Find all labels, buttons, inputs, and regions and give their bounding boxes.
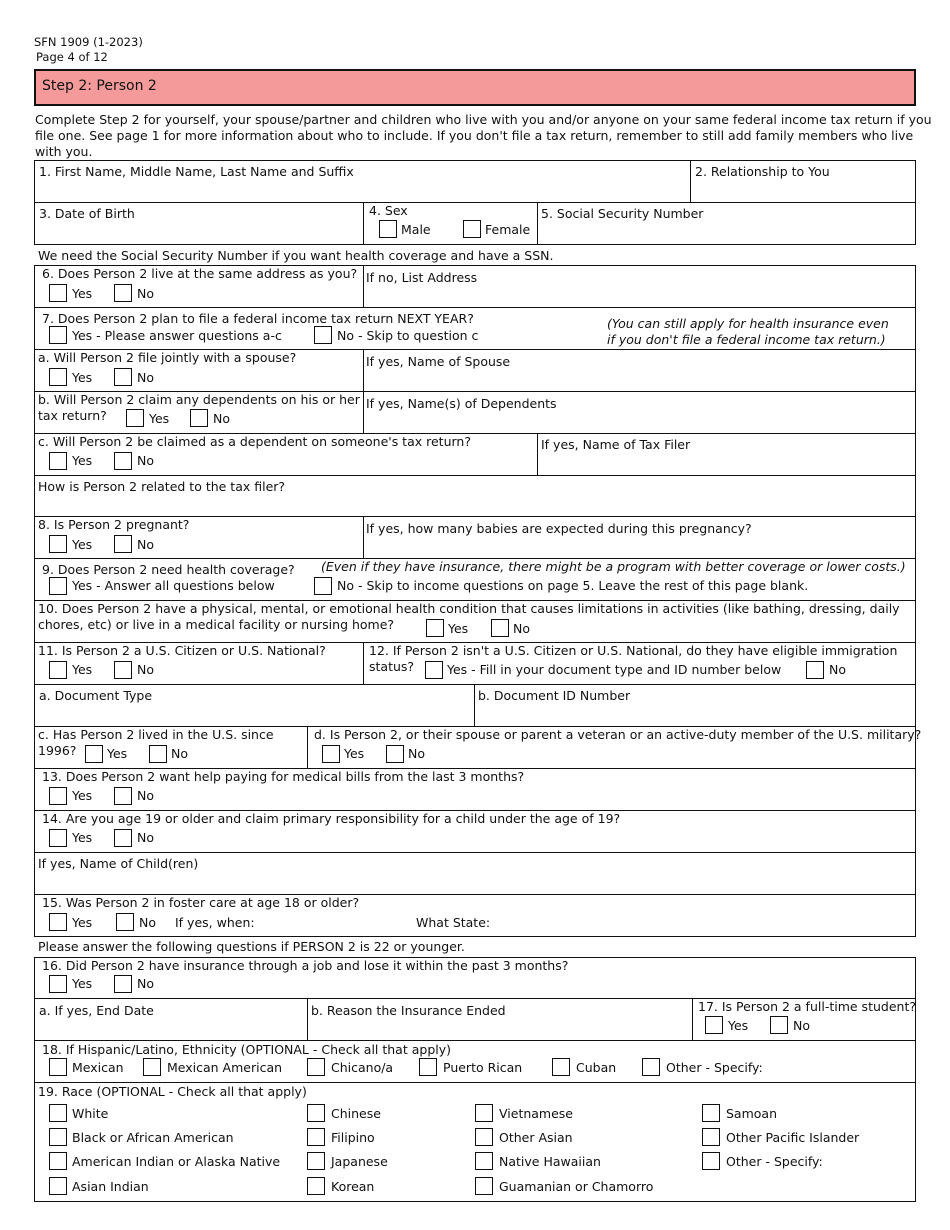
q15-label: 15. Was Person 2 in foster care at age 18 or older? [42,895,360,910]
race-vietnamese-label: Vietnamese [499,1106,573,1121]
race-korean-label: Korean [331,1179,375,1194]
children-name-label[interactable]: If yes, Name of Child(ren) [38,856,199,871]
q7c-no-label: No [137,453,154,468]
q11-no-checkbox[interactable] [114,661,132,679]
q7b-yes-checkbox[interactable] [126,409,144,427]
q9-no-checkbox[interactable] [314,577,332,595]
race-filipino-label: Filipino [331,1130,375,1145]
dependents-label[interactable]: If yes, Name(s) of Dependents [366,396,557,411]
ethnicity-other-label: Other - Specify: [666,1060,763,1075]
q18-label: 18. If Hispanic/Latino, Ethnicity (OPTIONAL - Check all that apply) [42,1042,451,1057]
race-chinese-checkbox[interactable] [307,1104,325,1122]
intro-line-1: Complete Step 2 for yourself, your spouse/partner and children who live with you and/or anyone on your same federal income tax return if you [35,112,932,127]
q8-label: 8. Is Person 2 pregnant? [38,517,190,532]
spouse-name-label[interactable]: If yes, Name of Spouse [366,354,511,369]
young-note: Please answer the following questions if PERSON 2 is 22 or younger. [38,939,465,954]
name-label[interactable]: 1. First Name, Middle Name, Last Name and Suffix [39,164,354,179]
race-samoan-label: Samoan [726,1106,778,1121]
q7c-label: c. Will Person 2 be claimed as a dependent on someone's tax return? [38,434,471,449]
q10-yes-checkbox[interactable] [426,619,444,637]
q6-yes-label: Yes [72,286,93,301]
document-id-label[interactable]: b. Document ID Number [478,688,631,703]
ethnicity-mexican-label: Mexican [72,1060,124,1075]
q10-label-line-1: 10. Does Person 2 have a physical, mental, or emotional health condition that causes limitations in activities (like bathing, dressing, daily [38,601,900,616]
q13-yes-label: Yes [72,788,93,803]
end-date-label[interactable]: a. If yes, End Date [39,1003,154,1018]
q6-no-checkbox[interactable] [114,284,132,302]
sex-label: 4. Sex [369,203,408,218]
q15-yes-label: Yes [72,915,93,930]
q7-no-checkbox[interactable] [314,326,332,344]
q7b-yes-label: Yes [149,411,170,426]
race-native-hawaiian-label: Native Hawaiian [499,1154,601,1169]
ethnicity-other-checkbox[interactable] [642,1058,660,1076]
q12d-no-checkbox[interactable] [386,745,404,763]
q14-yes-label: Yes [72,830,93,845]
q7b-label-line-2: tax return? [38,408,107,423]
ethnicity-cuban-checkbox[interactable] [552,1058,570,1076]
q7a-label: a. Will Person 2 file jointly with a spouse? [38,350,297,365]
q10-no-checkbox[interactable] [491,619,509,637]
q12c-label-line-1: c. Has Person 2 lived in the U.S. since [38,727,274,742]
q7-yes-checkbox[interactable] [49,326,67,344]
page-number: Page 4 of 12 [36,50,108,64]
q15-no-checkbox[interactable] [116,913,134,931]
q11-yes-checkbox[interactable] [49,661,67,679]
q15-no-label: No [139,915,156,930]
intro-line-3: with you. [35,144,93,159]
form-id: SFN 1909 (1-2023) [34,35,143,49]
q7c-yes-checkbox[interactable] [49,452,67,470]
q12-yes-checkbox[interactable] [425,661,443,679]
race-white-checkbox[interactable] [49,1104,67,1122]
babies-label[interactable]: If yes, how many babies are expected during this pregnancy? [366,521,752,536]
race-japanese-checkbox[interactable] [307,1152,325,1170]
race-native-hawaiian-checkbox[interactable] [475,1152,493,1170]
q9-note: (Even if they have insurance, there might be a program with better coverage or lower costs.) [321,559,906,574]
q17-no-label: No [793,1018,810,1033]
q12c-no-checkbox[interactable] [149,745,167,763]
q7a-no-label: No [137,370,154,385]
q19-label: 19. Race (OPTIONAL - Check all that apply) [38,1084,307,1099]
q7c-no-checkbox[interactable] [114,452,132,470]
q13-label: 13. Does Person 2 want help paying for medical bills from the last 3 months? [42,769,525,784]
race-guamanian-label: Guamanian or Chamorro [499,1179,654,1194]
female-label: Female [485,222,531,237]
race-other-pacific-islander-label: Other Pacific Islander [726,1130,860,1145]
q7-note-line-2: if you don't file a federal income tax return.) [607,332,886,347]
ethnicity-chicano-label: Chicano/a [331,1060,394,1075]
related-label[interactable]: How is Person 2 related to the tax filer? [38,479,286,494]
race-american-indian-label: American Indian or Alaska Native [72,1154,281,1169]
race-vietnamese-checkbox[interactable] [475,1104,493,1122]
q7-label: 7. Does Person 2 plan to file a federal income tax return NEXT YEAR? [42,311,474,326]
q7a-yes-label: Yes [72,370,93,385]
q12c-no-label: No [171,746,188,761]
q12-no-label: No [829,662,846,677]
ethnicity-puerto-rican-label: Puerto Rican [443,1060,523,1075]
ethnicity-mexican-checkbox[interactable] [49,1058,67,1076]
race-filipino-checkbox[interactable] [307,1128,325,1146]
race-white-label: White [72,1106,109,1121]
q8-no-checkbox[interactable] [114,535,132,553]
q15-yes-checkbox[interactable] [49,913,67,931]
race-black-label: Black or African American [72,1130,234,1145]
q16-no-label: No [137,976,154,991]
q12-label-line-2: status? [369,659,415,674]
q11-no-label: No [137,662,154,677]
q12c-yes-label: Yes [107,746,128,761]
q16-label: 16. Did Person 2 have insurance through a job and lose it within the past 3 months? [42,958,569,973]
step-header [34,69,916,106]
q12d-no-label: No [408,746,425,761]
race-other-checkbox[interactable] [702,1152,720,1170]
ethnicity-cuban-label: Cuban [576,1060,617,1075]
q9-yes-label: Yes - Answer all questions below [72,578,275,593]
q7b-label-line-1: b. Will Person 2 claim any dependents on his or her [38,392,360,407]
male-label: Male [401,222,431,237]
tax-filer-label[interactable]: If yes, Name of Tax Filer [541,437,691,452]
q6-no-label: No [137,286,154,301]
q9-yes-checkbox[interactable] [49,577,67,595]
foster-when-label[interactable]: If yes, when: [175,915,255,930]
q17-yes-label: Yes [728,1018,749,1033]
q14-no-label: No [137,830,154,845]
race-asian-indian-checkbox[interactable] [49,1177,67,1195]
q12c-yes-checkbox[interactable] [85,745,103,763]
race-other-asian-label: Other Asian [499,1130,573,1145]
q10-label-line-2: chores, etc) or live in a medical facility or nursing home? [38,617,395,632]
q14-no-checkbox[interactable] [114,829,132,847]
intro-line-2: file one. See page 1 for more information about who to include. If you don't file a tax return, remember to still add family members who live [35,128,914,143]
race-american-indian-checkbox[interactable] [49,1152,67,1170]
female-checkbox[interactable] [463,220,481,238]
dob-label[interactable]: 3. Date of Birth [39,206,135,221]
q7a-yes-checkbox[interactable] [49,368,67,386]
document-type-label[interactable]: a. Document Type [39,688,153,703]
race-chinese-label: Chinese [331,1106,381,1121]
q16-yes-checkbox[interactable] [49,975,67,993]
q10-no-label: No [513,621,530,636]
race-guamanian-checkbox[interactable] [475,1177,493,1195]
q7b-no-checkbox[interactable] [190,409,208,427]
q12d-yes-label: Yes [344,746,365,761]
insurance-reason-label[interactable]: b. Reason the Insurance Ended [311,1003,506,1018]
race-japanese-label: Japanese [331,1154,388,1169]
step-title: Step 2: Person 2 [42,78,157,94]
race-samoan-checkbox[interactable] [702,1104,720,1122]
race-other-asian-checkbox[interactable] [475,1128,493,1146]
ethnicity-puerto-rican-checkbox[interactable] [419,1058,437,1076]
q14-label: 14. Are you age 19 or older and claim primary responsibility for a child under the age of 19? [42,811,621,826]
q7-yes-label: Yes - Please answer questions a-c [72,328,282,343]
q11-label: 11. Is Person 2 a U.S. Citizen or U.S. National? [38,643,326,658]
q13-no-checkbox[interactable] [114,787,132,805]
q7-note-line-1: (You can still apply for health insurance even [607,316,889,331]
q7c-yes-label: Yes [72,453,93,468]
q11-yes-label: Yes [72,662,93,677]
q16-yes-label: Yes [72,976,93,991]
q10-yes-label: Yes [448,621,469,636]
ethnicity-mexican-american-label: Mexican American [167,1060,283,1075]
foster-state-label[interactable]: What State: [416,915,491,930]
race-asian-indian-label: Asian Indian [72,1179,149,1194]
q12d-label: d. Is Person 2, or their spouse or parent a veteran or an active-duty member of the U.S. military? [314,727,922,742]
male-checkbox[interactable] [379,220,397,238]
q17-yes-checkbox[interactable] [705,1016,723,1034]
q13-yes-checkbox[interactable] [49,787,67,805]
relationship-label[interactable]: 2. Relationship to You [695,164,830,179]
q16-no-checkbox[interactable] [114,975,132,993]
ethnicity-mexican-american-checkbox[interactable] [143,1058,161,1076]
q6-yes-checkbox[interactable] [49,284,67,302]
q12d-yes-checkbox[interactable] [322,745,340,763]
q8-no-label: No [137,537,154,552]
q7b-no-label: No [213,411,230,426]
race-other-pacific-islander-checkbox[interactable] [702,1128,720,1146]
q8-yes-checkbox[interactable] [49,535,67,553]
q12-no-checkbox[interactable] [806,661,824,679]
q12-label-line-1: 12. If Person 2 isn't a U.S. Citizen or U.S. National, do they have eligible immigration [369,643,898,658]
q9-no-label: No - Skip to income questions on page 5. Leave the rest of this page blank. [337,578,809,593]
q9-label: 9. Does Person 2 need health coverage? [42,562,295,577]
q7-no-label: No - Skip to question c [337,328,479,343]
q12c-label-line-2: 1996? [38,743,77,758]
ssn-note: We need the Social Security Number if you want health coverage and have a SSN. [38,248,554,263]
ethnicity-chicano-checkbox[interactable] [307,1058,325,1076]
q6-address-label[interactable]: If no, List Address [366,270,478,285]
q14-yes-checkbox[interactable] [49,829,67,847]
q8-yes-label: Yes [72,537,93,552]
q17-label: 17. Is Person 2 a full-time student? [698,999,916,1014]
q7a-no-checkbox[interactable] [114,368,132,386]
race-korean-checkbox[interactable] [307,1177,325,1195]
race-other-label: Other - Specify: [726,1154,823,1169]
q17-no-checkbox[interactable] [770,1016,788,1034]
q12-yes-label: Yes - Fill in your document type and ID number below [447,662,782,677]
q6-label: 6. Does Person 2 live at the same address as you? [42,266,358,281]
ssn-label[interactable]: 5. Social Security Number [541,206,704,221]
race-black-checkbox[interactable] [49,1128,67,1146]
q13-no-label: No [137,788,154,803]
